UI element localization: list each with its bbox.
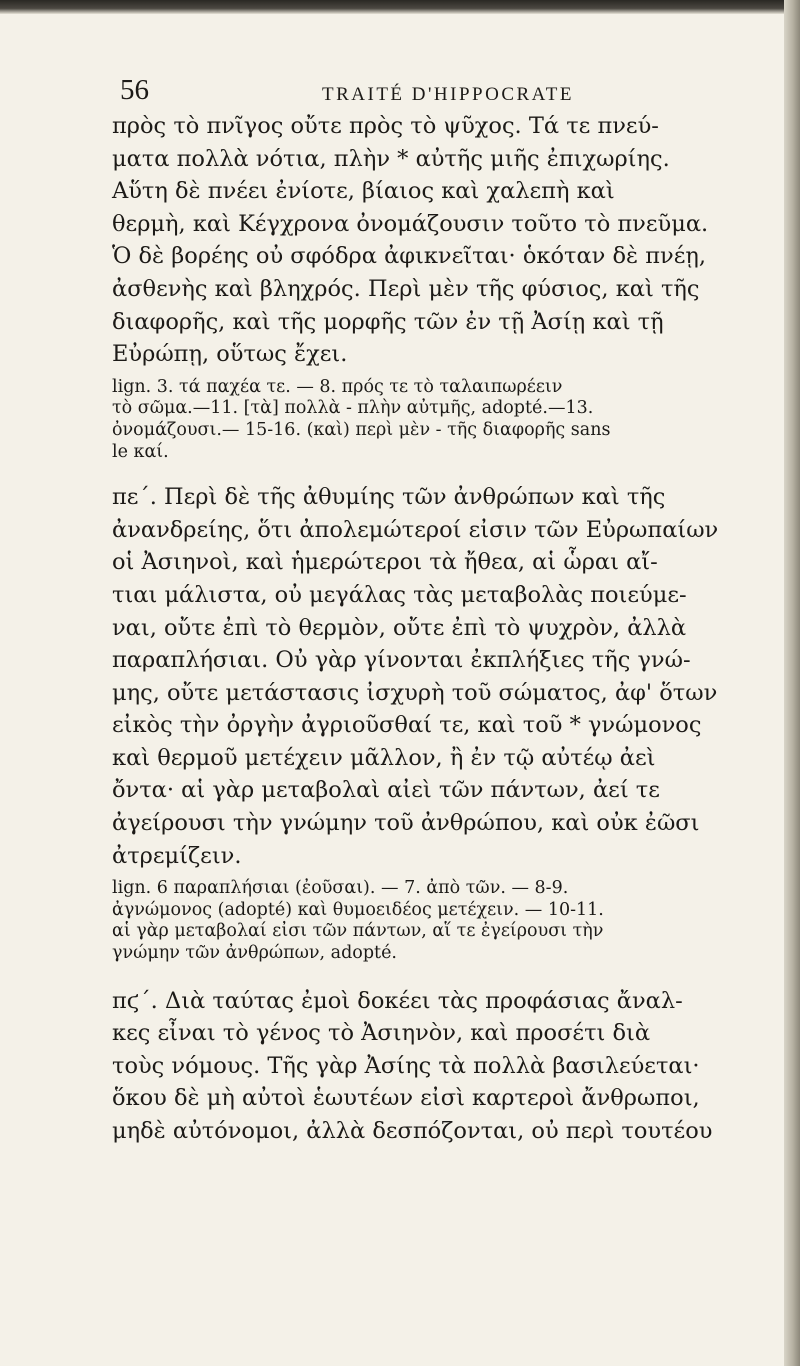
top-page-border xyxy=(0,0,800,14)
text-line: ματα πολλὰ νότια, πλὴν * αὐτῆς μιῆς ἐπιχωρίης. xyxy=(112,145,670,172)
text-line: τοὺς νόμους. Τῆς γὰρ Ἀσίης τὰ πολλὰ βασιλεύεται· xyxy=(112,1052,700,1079)
note-line: γνώμην τῶν ἀνθρώπων, adopté. xyxy=(112,943,397,964)
text-line: παραπλήσιαι. Οὐ γὰρ γίνονται ἐκπλήξιες τῆς γνώ- xyxy=(112,647,691,674)
text-line: κες εἶναι τὸ γένος τὸ Ἀσιηνὸν, καὶ προσέτι διὰ xyxy=(112,1020,651,1047)
text-line: ἀνανδρείης, ὅτι ἀπολεμώτεροί εἰσιν τῶν Εὐρωπαίων xyxy=(112,516,719,543)
note-line: lign. 6 παραπλήσιαι (ἐοῦσαι). — 7. ἀπὸ τῶν. — 8-9. xyxy=(112,878,569,899)
note-line: le καί. xyxy=(112,441,169,462)
text-line: πε΄. Περὶ δὲ τῆς ἀθυμίης τῶν ἀνθρώπων καὶ τῆς xyxy=(112,484,666,511)
note-line: τὸ σῶμα.—11. [τὰ] πολλὰ - πλὴν αὐτμῆς, adopté.—13. xyxy=(112,398,594,419)
running-title: TRAITÉ D'HIPPOCRATE xyxy=(322,84,575,105)
page-number: 56 xyxy=(120,74,149,106)
text-line: πϛ΄. Διὰ ταύτας ἐμοὶ δοκέει τὰς προφάσιας ἄναλ- xyxy=(112,987,683,1014)
running-head xyxy=(112,70,762,110)
text-line: ναι, οὔτε ἐπὶ τὸ θερμὸν, οὔτε ἐπὶ τὸ ψυχρὸν, ἀλλὰ xyxy=(112,614,687,641)
text-line: ἀγείρουσι τὴν γνώμην τοῦ ἀνθρώπου, καὶ οὐκ ἐῶσι xyxy=(112,810,700,837)
text-line: οἱ Ἀσιηνοὶ, καὶ ἡμερώτεροι τὰ ἤθεα, αἱ ὧραι αἴ- xyxy=(112,549,658,576)
greek-paragraph-2 xyxy=(112,481,762,872)
text-line: μης, οὔτε μετάστασις ἰσχυρὴ τοῦ σώματος, ἀφ' ὅτων xyxy=(112,679,718,706)
text-line: ἀσθενὴς καὶ βληχρός. Περὶ μὲν τῆς φύσιος, καὶ τῆς xyxy=(112,275,700,302)
text-line: τιαι μάλιστα, οὐ μεγάλας τὰς μεταβολὰς ποιεύμε- xyxy=(112,581,687,608)
note-line: αἱ γὰρ μεταβολαί εἰσι τῶν πάντων, αἵ τε ἐγείρουσι τὴν xyxy=(112,921,604,942)
text-line: ὅκου δὲ μὴ αὐτοὶ ἑωυτέων εἰσὶ καρτεροὶ ἄνθρωποι, xyxy=(112,1085,700,1112)
text-line: Εὐρώπῃ, οὕτως ἔχει. xyxy=(112,341,348,368)
text-line: Αὕτη δὲ πνέει ἐνίοτε, βίαιος καὶ χαλεπὴ καὶ xyxy=(112,178,615,205)
note-line: ὀνομάζουσι.— 15-16. (καὶ) περὶ μὲν - τῆς διαφορῆς sans xyxy=(112,419,611,440)
text-line: ἀτρεμίζειν. xyxy=(112,842,242,869)
text-line: ὄντα· αἱ γὰρ μεταβολαὶ αἰεὶ τῶν πάντων, ἀεί τε xyxy=(112,777,660,804)
page-content xyxy=(112,70,762,1148)
text-line: εἰκὸς τὴν ὀργὴν ἀγριοῦσθαί τε, καὶ τοῦ * γνώμονος xyxy=(112,712,702,739)
note-line: lign. 3. τά παχέα τε. — 8. πρός τε τὸ ταλαιπωρέειν xyxy=(112,376,563,397)
greek-paragraph-3 xyxy=(112,985,762,1148)
page-binding-edge xyxy=(784,0,800,1366)
text-line: θερμὴ, καὶ Κέγχρονα ὀνομάζουσιν τοῦτο τὸ πνεῦμα. xyxy=(112,210,709,237)
variant-notes-2 xyxy=(112,878,762,964)
text-line: πρὸς τὸ πνῖγος οὔτε πρὸς τὸ ψῦχος. Τά τε πνεύ- xyxy=(112,113,659,139)
text-line: μηδὲ αὐτόνομοι, ἀλλὰ δεσπόζονται, οὐ περὶ τουτέου xyxy=(112,1118,713,1144)
variant-notes-1 xyxy=(112,377,762,463)
text-line: καὶ θερμοῦ μετέχειν μᾶλλον, ἢ ἐν τῷ αὐτέῳ ἀεὶ xyxy=(112,744,656,771)
greek-paragraph-1 xyxy=(112,110,762,371)
text-line: διαφορῆς, καὶ τῆς μορφῆς τῶν ἐν τῇ Ἀσίῃ καὶ τῇ xyxy=(112,308,664,335)
note-line: ἀγνώμονος (adopté) καὶ θυμοειδέος μετέχειν. — 10-11. xyxy=(112,899,604,920)
text-line: Ὁ δὲ βορέης οὐ σφόδρα ἀφικνεῖται· ὁκόταν δὲ πνέῃ, xyxy=(112,243,706,270)
